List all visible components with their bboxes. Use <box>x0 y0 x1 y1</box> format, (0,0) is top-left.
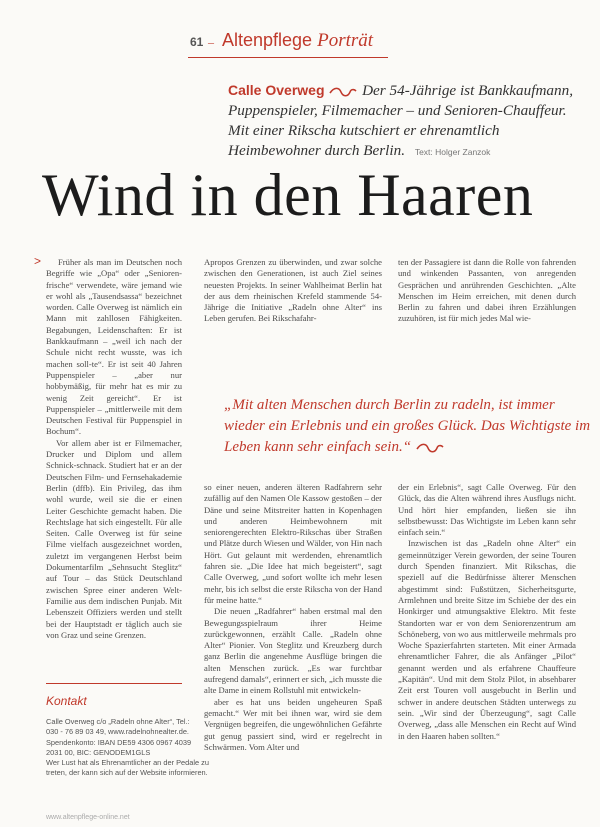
article-headline: Wind in den Haaren <box>42 162 534 228</box>
paragraph: Früher als man im Deutschen noch Begriffe wie „Opa“ oder „Senioren-frische“ verwendete, wäre jemand wie er wohl als „Tausendsassa“ bezeichnet worden. Calle Overweg ist nämlich ein Mann mit zahllosen Fähigkeiten. Begabungen, Leidenschaften: Er ist Bankkaufmann – „weil ich nach der Schule nicht recht wusste, was ich machen soll-te“. Er ist seit 40 Jahren Puppenspieler – „aber nur hobbymäßig, für mehr hat es mir zu wenig Zeit gereicht“. Er ist Puppenspieler – „mittlerweile mit dem Deutschen Festival für Puppenspiel in Bochum“. <box>46 257 182 437</box>
paragraph: aber es hat uns beiden ungeheuren Spaß gemacht.“ Wer mit bei ihnen war, wird sie dem Vergnügen begreifen, die ungewöhnlichen Gefährte gut genug passiert sind, wird er regelrecht in Schwärmen. Vom Alter und <box>204 696 382 752</box>
author-credit: Text: Holger Zanzok <box>414 147 491 157</box>
paragraph: Die neuen „Radfahrer“ haben erstmal mal den Bewegungsspielraum ihrer Heime zurückgewonnen, erzählt Calle. „Radeln ohne Alter“ Pionier. Von Steglitz und Kreuzberg durch ganz Berlin die angenehme Ausflüge bringen die alten Menschen zurück. „Es war furchtbar aufregend damals“, erinnert er sich, „ich musste die alte Dame in einem Rollstuhl mit entwickeln- <box>204 606 382 696</box>
kontakt-line: treten, der kann sich auf der Website informieren. <box>46 768 208 778</box>
intro-teaser <box>228 80 586 162</box>
pull-quote-text: „Mit alten Menschen durch Berlin zu radeln, ist immer wieder ein Erlebnis und ein großes Glück. Das Wichtigste im Leben kann sehr einfach sein.“ <box>224 397 591 455</box>
page-number: 61 <box>190 35 204 49</box>
paragraph: Apropos Grenzen zu überwinden, und zwar solche zwischen den Generationen, ist auch Ziel seines neuesten Projekts. In seiner Wahlheimat Berlin hat der aus dem rheinischen Krefeld stammende 54-Jährige die Initiative „Radeln ohne Alter“ ins Leben gerufen. Bei Rikschafahr- <box>204 257 382 324</box>
swirl-ornament-icon <box>415 442 445 454</box>
intro-name: Calle Overweg <box>228 82 325 98</box>
section-label: Altenpflege <box>222 30 313 50</box>
kontakt-details <box>46 717 209 779</box>
article-column-2-top <box>204 257 382 325</box>
article-column-3-bottom <box>398 482 576 742</box>
paragraph: ten der Passagiere ist dann die Rolle von fahrenden und winkenden Passanten, von anregenden Gesprächen und anrührenden Geschichten. „Alte Menschen im Heim erreichen, mit denen durch Berlin zu fahren und dabei ihren Erzählungen zuzuhören, ist für mich jedes Mal wie- <box>398 257 576 324</box>
kontakt-title: Kontakt <box>46 694 87 708</box>
section-title <box>222 30 373 52</box>
paragraph: so einer neuen, anderen älteren Radfahrern sehr zufällig auf den Namen Ole Kassow gestoßen – der Däne und seine Mitstreiter hatten in Kopenhagen und anderen Heimbewohnern mit seniorengerechten Elektro-Rikschas über Straßen und Plätze durch Wiesen und Wälder, von Hin nach Hört. Gut gelaunt mit werdenden, ehrenamtlich fahren sie. „Die Idee hat mich begeistert“, sagt Calle Overweg, „und sofort wollte ich mehr lesen mehr, bis ich selbst die erste Rikscha von der Hand für meine hatte.“ <box>204 482 382 605</box>
header-rule <box>188 57 388 58</box>
kontakt-rule <box>46 683 182 684</box>
paragraph: der ein Erlebnis“, sagt Calle Overweg. Für den Glück, das die Alten während ihres Ausflugs nicht. Und hört hier empfanden, ließen sie ihn selbstbewusst: Das Wichtigste im Leben kann sehr einfach sein.“ <box>398 482 576 538</box>
article-start-arrow-icon: > <box>34 254 42 268</box>
kontakt-line: 030 - 76 89 03 49, www.radelnohnealter.de. <box>46 727 189 737</box>
footer-url: www.altenpflege-online.net <box>46 814 130 821</box>
paragraph: Vor allem aber ist er Filmemacher, Drucker und Diplom und allem Schnick-schnack. Studiert hat er an der Deutschen Film- und Fernsehakademie Berlin (dffb). Ein Privileg, das ihm wohl wurde, weil sie die er einen Leiter Geschichte gemacht haben. Die Rechtslage hat sich eingestellt. Für alle Seiten. Calle Overweg ist für seine Filme vielfach ausgezeichnet worden, zuletzt im vergangenen Herbst beim Dokumentarfilm „Sehnsucht Steglitz“ auf Tour – das Stück Deutschland zwischen Spree einer anderen Welt-Familie aus dem indischen Punjab. Mit Lebenszeit Offiziers werden und stellt bei der Hauptstadt er täglich auch sie von Graz und seine Grenzen. <box>46 437 182 640</box>
article-column-3-top <box>398 257 576 325</box>
paragraph: Inzwischen ist das „Radeln ohne Alter“ ein gemeinnütziger Verein geworden, der seine Touren durch Spenden finanziert. Mit Rikschas, die speziell auf die Bedürfnisse älterer Menschen abgestimmt sind: Fußstützen, Sicherheitsgurte, Armlehnen und breite Sitze im Schiebe der des ein Honkirger und atmungsaktive Elektro. Mit feste Standorten war er von dem Seniorenzentrum am Schöneberg, von wo aus mittlerweile mehrmals pro Woche Spazierfahrten starteten. Mit einer Armada ehrenamtlicher Fahrer, die als Anfänger „Pilot“ genannt werden und als erfahrene Chauffeure „Kapitän“. Und mit dem Stolz Pilot, in absehbarer Zeit erst Touren voll ausgebucht in Berlin und schwer in andere deutschen Städten unterwegs zu sein. „Wir sind der Überzeugung“, sagt Calle Overweg, „dass alle Menschen ein Recht auf Wind in den Haaren haben sollten.“ <box>398 538 576 741</box>
swirl-ornament-icon <box>328 86 358 98</box>
pull-quote <box>224 395 592 458</box>
kontakt-line: 2031 00, BIC: GENODEM1GLS <box>46 747 151 757</box>
kontakt-line: Calle Overweg c/o „Radeln ohne Alter“, Tel.: <box>46 717 190 726</box>
article-column-1 <box>46 257 182 641</box>
kontakt-line: Spendenkonto: IBAN DE59 4306 0967 4039 <box>46 737 192 747</box>
kontakt-line: Wer Lust hat als Ehrenamtlicher an der Pedale zu <box>46 758 209 768</box>
header-separator: – <box>208 35 214 49</box>
section-subtitle: Porträt <box>317 30 374 51</box>
intro-text: Der 54-Jährige ist Bankkaufmann, Puppenspieler, Filmemacher – und Senioren-Chauffeur. Mit einer Rikscha kutschiert er ehrenamtlich Heimbewohner durch Berlin. <box>228 82 573 159</box>
article-column-2-bottom <box>204 482 382 753</box>
